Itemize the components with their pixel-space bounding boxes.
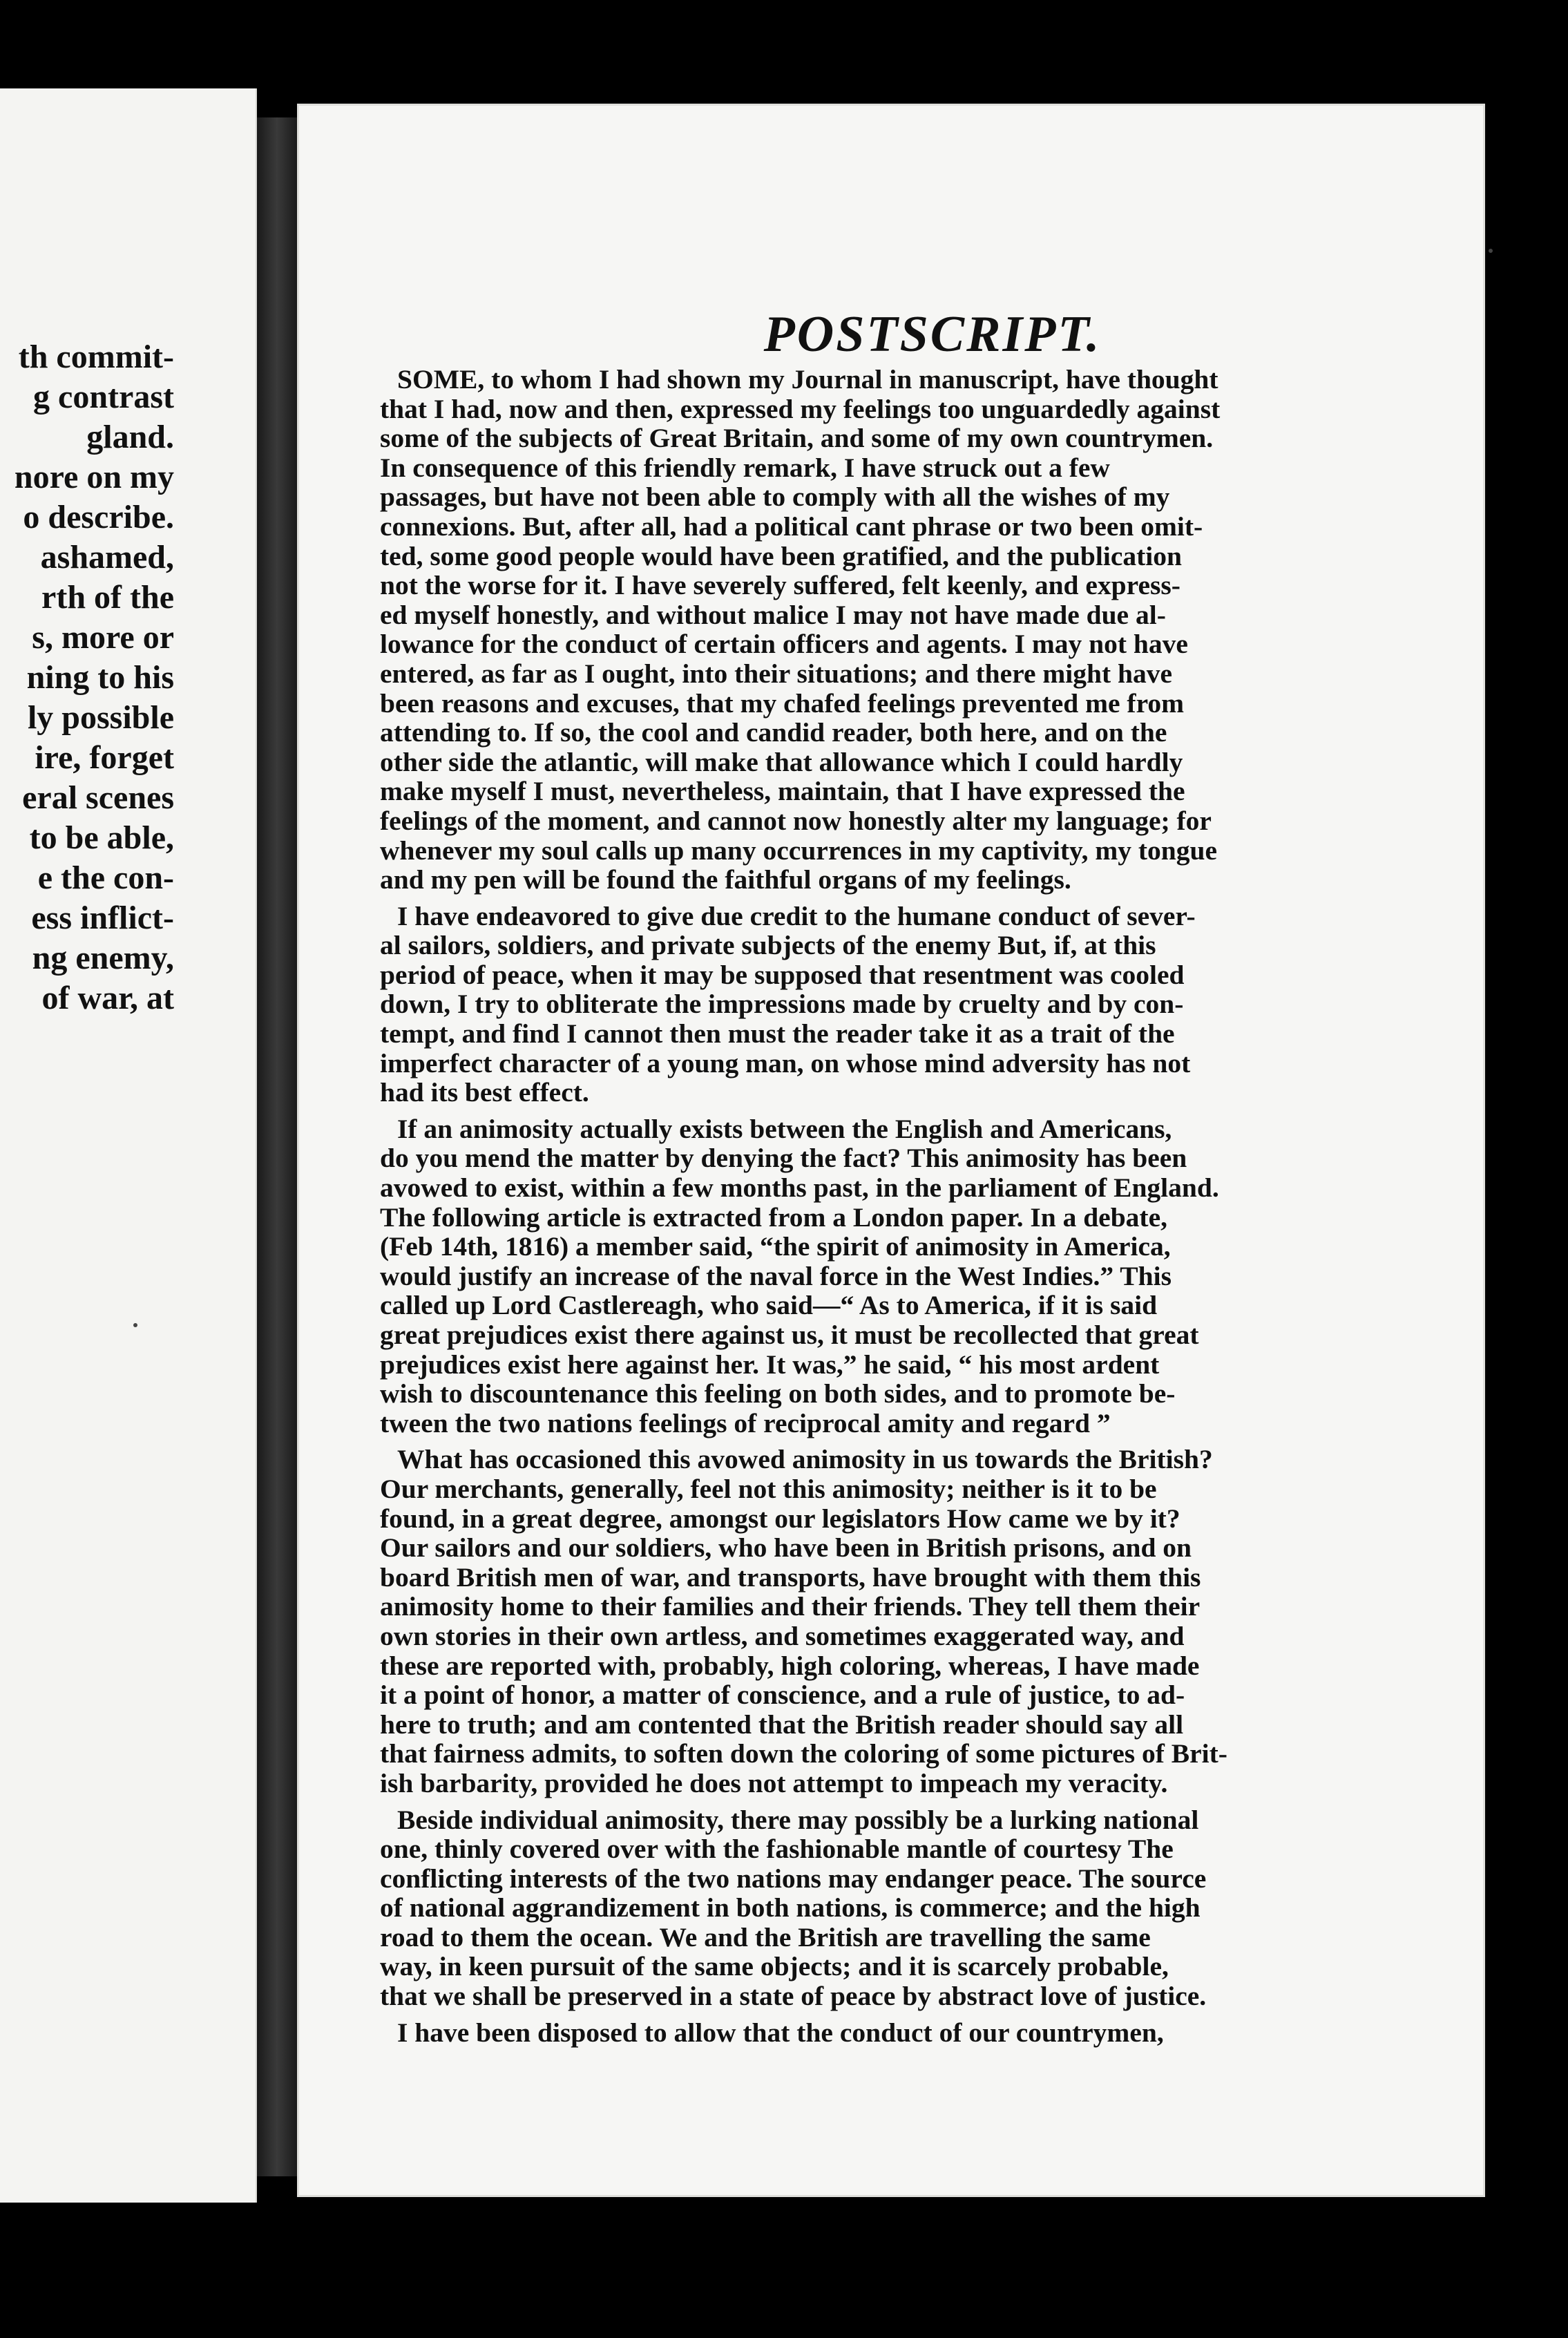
text-line: that we shall be preserved in a state of peace by abstract love of justice. xyxy=(380,1981,1207,2012)
text-line: some of the subjects of Great Britain, and some of my own countrymen. xyxy=(380,423,1214,454)
text-line: SOME, to whom I had shown my Journal in manuscript, have thought xyxy=(397,364,1218,395)
text-line: passages, but have not been able to comply with all the wishes of my xyxy=(380,482,1170,513)
book-gutter xyxy=(257,117,297,2176)
text-line: Our sailors and our soldiers, who have been in British prisons, and on xyxy=(380,1532,1192,1564)
text-line: ed myself honestly, and without malice I may not have made due al- xyxy=(380,599,1166,630)
left-page-line: th commit- xyxy=(18,339,174,375)
right-page xyxy=(297,104,1485,2197)
text-line: way, in keen pursuit of the same objects; and it is scarcely probable, xyxy=(380,1951,1169,1982)
text-line: whenever my soul calls up many occurrences in my captivity, my tongue xyxy=(380,835,1218,866)
text-line: it a point of honor, a matter of conscience, and a rule of justice, to ad- xyxy=(380,1680,1185,1711)
left-page-line: ess inflict- xyxy=(31,900,174,936)
text-line: and my pen will be found the faithful organs of my feelings. xyxy=(380,864,1071,895)
text-line: road to them the ocean. We and the British are travelling the same xyxy=(380,1921,1151,1952)
text-line: make myself I must, nevertheless, maintain, that I have expressed the xyxy=(380,776,1185,807)
text-line: been reasons and excuses, that my chafed feelings prevented me from xyxy=(380,687,1185,719)
paragraph xyxy=(363,2018,1375,2048)
text-line: lowance for the conduct of certain officers and agents. I may not have xyxy=(380,629,1188,660)
left-page-line: ly possible xyxy=(27,699,174,736)
left-page-line: ire, forget xyxy=(35,739,174,776)
text-line: avowed to exist, within a few months past, in the parliament of England. xyxy=(380,1172,1219,1204)
left-page-line: rth of the xyxy=(41,579,174,616)
left-page-line: g contrast xyxy=(33,379,174,415)
text-line: ish barbarity, provided he does not attempt to impeach my veracity. xyxy=(380,1767,1168,1798)
left-page-line: to be able, xyxy=(29,819,174,856)
left-page-line: ning to his xyxy=(26,659,174,696)
text-line: ted, some good people would have been gratified, and the publication xyxy=(380,540,1182,571)
text-line: The following article is extracted from a London paper. In a debate, xyxy=(380,1201,1167,1233)
page-title: POSTSCRIPT. xyxy=(763,306,1102,363)
text-line: Beside individual animosity, there may possibly be a lurking national xyxy=(397,1804,1199,1835)
left-page-line: e the con- xyxy=(37,859,174,896)
text-line: board British men of war, and transports, have brought with them this xyxy=(380,1561,1201,1593)
left-page xyxy=(0,88,257,2203)
text-line: called up Lord Castlereagh, who said—“ As to America, if it is said xyxy=(380,1290,1158,1321)
text-line: great prejudices exist there against us, it must be recollected that great xyxy=(380,1320,1199,1350)
page-speck xyxy=(133,1323,137,1327)
text-line: that fairness admits, to soften down the coloring of some pictures of Brit- xyxy=(380,1738,1227,1769)
text-line: not the worse for it. I have severely suffered, felt keenly, and express- xyxy=(380,570,1180,601)
text-line: Our merchants, generally, feel not this animosity; neither is it to be xyxy=(380,1473,1157,1504)
text-line: had its best effect. xyxy=(380,1077,589,1108)
left-page-line: s, more or xyxy=(32,619,174,656)
paragraph xyxy=(363,1445,1375,1798)
text-line: (Feb 14th, 1816) a member said, “the spirit of animosity in America, xyxy=(380,1231,1171,1262)
text-line: one, thinly covered over with the fashionable mantle of courtesy The xyxy=(380,1834,1174,1865)
text-line: I have endeavored to give due credit to the humane conduct of sever- xyxy=(397,900,1196,931)
page-speck xyxy=(1489,249,1493,253)
text-line: attending to. If so, the cool and candid reader, both here, and on the xyxy=(380,717,1167,748)
left-page-line: of war, at xyxy=(41,980,174,1016)
left-page-line: o describe. xyxy=(23,499,174,535)
text-line: down, I try to obliterate the impressions made by cruelty and by con- xyxy=(380,989,1184,1020)
left-page-line: nore on my xyxy=(14,459,174,495)
text-line: In consequence of this friendly remark, I have struck out a few xyxy=(380,452,1110,483)
text-line: other side the atlantic, will make that allowance which I could hardly xyxy=(380,746,1183,777)
left-page-line: ng enemy, xyxy=(32,940,174,976)
paragraph xyxy=(363,365,1375,895)
text-line: connexions. But, after all, had a political cant phrase or two been omit- xyxy=(380,511,1203,542)
text-line: own stories in their own artless, and sometimes exaggerated way, and xyxy=(380,1620,1185,1651)
text-line: found, in a great degree, amongst our legislators How came we by it? xyxy=(380,1503,1180,1534)
text-line: If an animosity actually exists between the English and Americans, xyxy=(397,1113,1172,1144)
text-line: al sailors, soldiers, and private subjects of the enemy But, if, at this xyxy=(380,930,1156,961)
paragraph xyxy=(363,902,1375,1108)
text-line: imperfect character of a young man, on whose mind adversity has not xyxy=(380,1047,1191,1078)
text-line: feelings of the moment, and cannot now honestly alter my language; for xyxy=(380,805,1212,836)
text-line: period of peace, when it may be supposed that resentment was cooled xyxy=(380,959,1185,990)
text-line: do you mend the matter by denying the fact? This animosity has been xyxy=(380,1143,1187,1174)
text-line: here to truth; and am contented that the British reader should say all xyxy=(380,1709,1184,1740)
text-line: conflicting interests of the two nations may endanger peace. The source xyxy=(380,1863,1207,1894)
text-line: I have been disposed to allow that the conduct of our countrymen, xyxy=(397,2017,1164,2048)
paragraph xyxy=(363,1805,1375,2011)
text-line: wish to discountenance this feeling on both sides, and to promote be- xyxy=(380,1378,1176,1409)
text-line: tempt, and find I cannot then must the reader take it as a trait of the xyxy=(380,1018,1175,1049)
paragraph xyxy=(363,1114,1375,1438)
postscript-body xyxy=(363,365,1375,2054)
text-line: What has occasioned this avowed animosity in us towards the British? xyxy=(397,1444,1213,1475)
text-line: entered, as far as I ought, into their situations; and there might have xyxy=(380,658,1173,689)
left-page-line: gland. xyxy=(86,419,174,455)
text-line: prejudices exist here against her. It was,” he said, “ his most ardent xyxy=(380,1349,1160,1380)
left-page-line: eral scenes xyxy=(22,779,174,816)
text-line: these are reported with, probably, high coloring, whereas, I have made xyxy=(380,1650,1200,1681)
text-line: tween the two nations feelings of reciprocal amity and regard ” xyxy=(380,1407,1111,1438)
text-line: would justify an increase of the naval force in the West Indies.” This xyxy=(380,1260,1172,1291)
left-page-line: ashamed, xyxy=(40,539,174,576)
text-line: of national aggrandizement in both nations, is commerce; and the high xyxy=(380,1892,1201,1923)
text-line: that I had, now and then, expressed my feelings too unguardedly against xyxy=(380,393,1221,424)
text-line: animosity home to their families and their friends. They tell them their xyxy=(380,1591,1201,1622)
